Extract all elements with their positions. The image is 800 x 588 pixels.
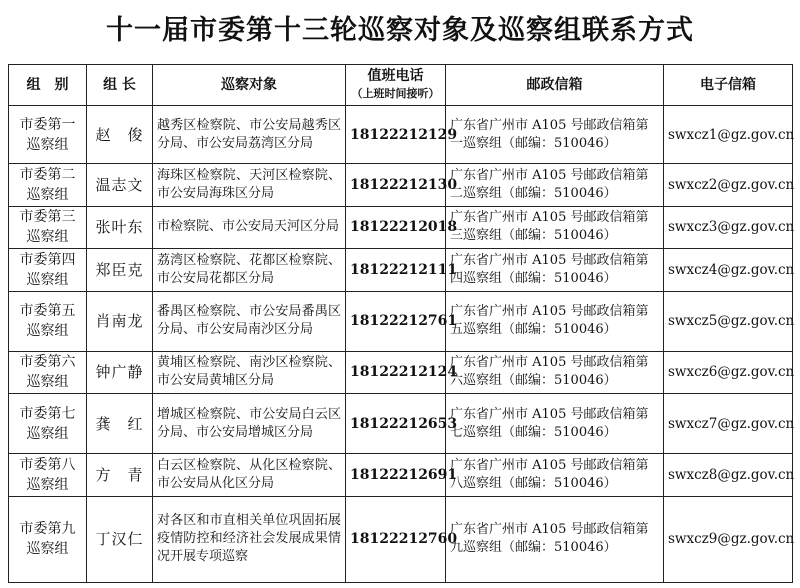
header-email: 电子信箱 — [664, 65, 793, 106]
header-group: 组 别 — [9, 65, 87, 106]
phone-cell: 18122212111 — [346, 249, 446, 292]
mail-cell: 广东省广州市 A105 号邮政信箱第八巡察组（邮编：510046） — [446, 454, 664, 497]
group-cell — [9, 291, 87, 351]
leader-cell: 龚 红 — [87, 394, 153, 454]
phone-cell: 18122212760 — [346, 496, 446, 582]
mail-cell: 广东省广州市 A105 号邮政信箱第一巡察组（邮编：510046） — [446, 106, 664, 164]
target-cell: 市检察院、市公安局天河区分局 — [153, 206, 346, 249]
table-row — [9, 351, 793, 394]
table-row — [9, 206, 793, 249]
group-name-line1: 市委第五 — [19, 303, 76, 320]
phone-cell: 18122212129 — [346, 106, 446, 164]
mail-cell: 广东省广州市 A105 号邮政信箱第七巡察组（邮编：510046） — [446, 394, 664, 454]
phone-cell: 18122212130 — [346, 164, 446, 207]
group-name-line2: 巡察组 — [26, 229, 69, 246]
header-mail: 邮政信箱 — [446, 65, 664, 106]
email-cell: swxcz9@gz.gov.cn — [664, 496, 793, 582]
group-cell — [9, 496, 87, 582]
email-cell: swxcz4@gz.gov.cn — [664, 249, 793, 292]
group-name-line1: 市委第九 — [19, 521, 76, 538]
contact-table — [8, 64, 793, 583]
document-title: 十一届市委第十三轮巡察对象及巡察组联系方式 — [106, 15, 694, 46]
table-row — [9, 496, 793, 582]
phone-cell: 18122212124 — [346, 351, 446, 394]
group-name-line2: 巡察组 — [26, 541, 69, 558]
group-name-line2: 巡察组 — [26, 425, 69, 442]
table-row — [9, 394, 793, 454]
group-cell — [9, 206, 87, 249]
group-name-line1: 市委第七 — [19, 405, 76, 422]
target-cell: 海珠区检察院、天河区检察院、市公安局海珠区分局 — [153, 164, 346, 207]
group-name-line1: 市委第二 — [19, 166, 76, 183]
phone-cell: 18122212653 — [346, 394, 446, 454]
leader-cell: 丁汉仁 — [87, 496, 153, 582]
target-cell: 增城区检察院、市公安局白云区分局、市公安局增城区分局 — [153, 394, 346, 454]
mail-cell: 广东省广州市 A105 号邮政信箱第五巡察组（邮编：510046） — [446, 291, 664, 351]
leader-cell: 钟广静 — [87, 351, 153, 394]
leader-cell: 赵 俊 — [87, 106, 153, 164]
group-name-line1: 市委第八 — [19, 457, 76, 474]
table-row — [9, 291, 793, 351]
mail-cell: 广东省广州市 A105 号邮政信箱第三巡察组（邮编：510046） — [446, 206, 664, 249]
group-cell — [9, 454, 87, 497]
header-phone — [346, 65, 446, 106]
table-row — [9, 454, 793, 497]
target-cell: 荔湾区检察院、花都区检察院、市公安局花都区分局 — [153, 249, 346, 292]
group-cell — [9, 351, 87, 394]
group-cell — [9, 394, 87, 454]
header-leader: 组 长 — [87, 65, 153, 106]
mail-cell: 广东省广州市 A105 号邮政信箱第四巡察组（邮编：510046） — [446, 249, 664, 292]
table-row — [9, 164, 793, 207]
group-cell — [9, 164, 87, 207]
leader-cell: 方 青 — [87, 454, 153, 497]
email-cell: swxcz3@gz.gov.cn — [664, 206, 793, 249]
table-row — [9, 249, 793, 292]
leader-cell: 温志文 — [87, 164, 153, 207]
table-row — [9, 106, 793, 164]
group-cell — [9, 106, 87, 164]
target-cell: 越秀区检察院、市公安局越秀区分局、市公安局荔湾区分局 — [153, 106, 346, 164]
email-cell: swxcz2@gz.gov.cn — [664, 164, 793, 207]
target-cell: 番禺区检察院、市公安局番禺区分局、市公安局南沙区分局 — [153, 291, 346, 351]
header-phone-note: （上班时间接听） — [351, 87, 440, 100]
target-cell: 对各区和市直相关单位巩固拓展疫情防控和经济社会发展成果情况开展专项巡察 — [153, 496, 346, 582]
target-cell: 白云区检察院、从化区检察院、市公安局从化区分局 — [153, 454, 346, 497]
header-target: 巡察对象 — [153, 65, 346, 106]
group-name-line2: 巡察组 — [26, 323, 69, 340]
group-name-line1: 市委第一 — [19, 116, 76, 133]
target-cell: 黄埔区检察院、南沙区检察院、市公安局黄埔区分局 — [153, 351, 346, 394]
group-name-line2: 巡察组 — [26, 136, 69, 153]
group-name-line1: 市委第四 — [19, 251, 76, 268]
leader-cell: 肖南龙 — [87, 291, 153, 351]
phone-cell: 18122212018 — [346, 206, 446, 249]
group-name-line2: 巡察组 — [26, 186, 69, 203]
table-header-row — [9, 65, 793, 106]
email-cell: swxcz5@gz.gov.cn — [664, 291, 793, 351]
mail-cell: 广东省广州市 A105 号邮政信箱第九巡察组（邮编：510046） — [446, 496, 664, 582]
mail-cell: 广东省广州市 A105 号邮政信箱第六巡察组（邮编：510046） — [446, 351, 664, 394]
email-cell: swxcz1@gz.gov.cn — [664, 106, 793, 164]
group-name-line2: 巡察组 — [26, 271, 69, 288]
email-cell: swxcz8@gz.gov.cn — [664, 454, 793, 497]
group-name-line1: 市委第三 — [19, 209, 76, 226]
group-name-line2: 巡察组 — [26, 477, 69, 494]
email-cell: swxcz7@gz.gov.cn — [664, 394, 793, 454]
group-name-line2: 巡察组 — [26, 374, 69, 391]
mail-cell: 广东省广州市 A105 号邮政信箱第二巡察组（邮编：510046） — [446, 164, 664, 207]
header-phone-label: 值班电话 — [367, 68, 424, 84]
group-cell — [9, 249, 87, 292]
phone-cell: 18122212691 — [346, 454, 446, 497]
leader-cell: 张叶东 — [87, 206, 153, 249]
group-name-line1: 市委第六 — [19, 354, 76, 371]
leader-cell: 郑臣克 — [87, 249, 153, 292]
email-cell: swxcz6@gz.gov.cn — [664, 351, 793, 394]
phone-cell: 18122212761 — [346, 291, 446, 351]
